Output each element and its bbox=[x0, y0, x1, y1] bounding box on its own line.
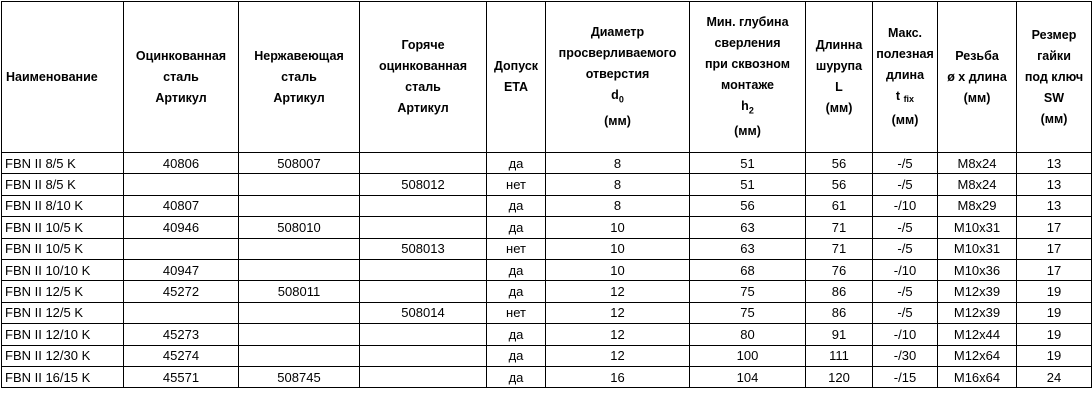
cell-hotdip-article bbox=[360, 217, 487, 238]
cell-usable-length: -/5 bbox=[873, 174, 938, 195]
cell-thread: M8x24 bbox=[938, 153, 1017, 174]
header-row bbox=[2, 2, 1092, 153]
cell-galvanized-article: 40947 bbox=[124, 259, 239, 280]
cell-hole-diameter: 12 bbox=[546, 302, 690, 323]
cell-hotdip-article bbox=[360, 195, 487, 216]
cell-name: FBN II 12/30 K bbox=[2, 345, 124, 366]
cell-galvanized-article: 40946 bbox=[124, 217, 239, 238]
cell-galvanized-article bbox=[124, 302, 239, 323]
cell-eta: да bbox=[487, 345, 546, 366]
cell-screw-length: 56 bbox=[806, 153, 873, 174]
cell-stainless-article bbox=[239, 302, 360, 323]
cell-stainless-article: 508007 bbox=[239, 153, 360, 174]
cell-drill-depth: 80 bbox=[690, 324, 806, 345]
cell-nut-size: 13 bbox=[1017, 174, 1092, 195]
cell-eta: да bbox=[487, 195, 546, 216]
cell-nut-size: 19 bbox=[1017, 345, 1092, 366]
cell-galvanized-article: 45571 bbox=[124, 366, 239, 387]
cell-drill-depth: 75 bbox=[690, 281, 806, 302]
cell-drill-depth: 68 bbox=[690, 259, 806, 280]
cell-eta: да bbox=[487, 281, 546, 302]
table-row bbox=[2, 345, 1092, 366]
cell-nut-size: 17 bbox=[1017, 217, 1092, 238]
cell-thread: M16x64 bbox=[938, 366, 1017, 387]
header-hotdip-article: Горяче оцинкованная сталь Артикул bbox=[360, 2, 487, 153]
cell-name: FBN II 8/5 K bbox=[2, 174, 124, 195]
cell-hole-diameter: 8 bbox=[546, 174, 690, 195]
cell-name: FBN II 12/5 K bbox=[2, 281, 124, 302]
cell-screw-length: 71 bbox=[806, 217, 873, 238]
header-thread: Резьба ø x длина (мм) bbox=[938, 2, 1017, 153]
cell-thread: M10x31 bbox=[938, 238, 1017, 259]
table-row bbox=[2, 302, 1092, 323]
cell-hotdip-article bbox=[360, 153, 487, 174]
table-row bbox=[2, 153, 1092, 174]
cell-nut-size: 17 bbox=[1017, 259, 1092, 280]
cell-drill-depth: 63 bbox=[690, 217, 806, 238]
cell-nut-size: 19 bbox=[1017, 302, 1092, 323]
cell-galvanized-article: 40806 bbox=[124, 153, 239, 174]
cell-galvanized-article bbox=[124, 174, 239, 195]
cell-stainless-article: 508011 bbox=[239, 281, 360, 302]
cell-galvanized-article: 45273 bbox=[124, 324, 239, 345]
cell-screw-length: 76 bbox=[806, 259, 873, 280]
cell-usable-length: -/10 bbox=[873, 195, 938, 216]
header-nut-size: Резмер гайки под ключ SW (мм) bbox=[1017, 2, 1092, 153]
cell-hotdip-article bbox=[360, 259, 487, 280]
cell-hole-diameter: 8 bbox=[546, 153, 690, 174]
header-screw-length: Длинна шурупа L (мм) bbox=[806, 2, 873, 153]
cell-usable-length: -/15 bbox=[873, 366, 938, 387]
cell-hole-diameter: 10 bbox=[546, 259, 690, 280]
header-stainless-article: Нержавеющая сталь Артикул bbox=[239, 2, 360, 153]
cell-name: FBN II 10/5 K bbox=[2, 217, 124, 238]
cell-drill-depth: 56 bbox=[690, 195, 806, 216]
cell-screw-length: 61 bbox=[806, 195, 873, 216]
cell-usable-length: -/5 bbox=[873, 302, 938, 323]
cell-eta: да bbox=[487, 324, 546, 345]
table-row bbox=[2, 324, 1092, 345]
cell-eta: нет bbox=[487, 238, 546, 259]
cell-thread: M10x31 bbox=[938, 217, 1017, 238]
cell-screw-length: 86 bbox=[806, 281, 873, 302]
cell-drill-depth: 104 bbox=[690, 366, 806, 387]
cell-nut-size: 24 bbox=[1017, 366, 1092, 387]
cell-nut-size: 17 bbox=[1017, 238, 1092, 259]
cell-hotdip-article bbox=[360, 366, 487, 387]
cell-hotdip-article: 508014 bbox=[360, 302, 487, 323]
cell-eta: нет bbox=[487, 174, 546, 195]
cell-thread: M12x44 bbox=[938, 324, 1017, 345]
header-hole-diameter: Диаметр просверливаемого отверстия $d_0$ (мм) bbox=[546, 2, 690, 153]
table-body bbox=[2, 153, 1092, 388]
table-row bbox=[2, 281, 1092, 302]
cell-name: FBN II 8/5 K bbox=[2, 153, 124, 174]
table-row bbox=[2, 259, 1092, 280]
cell-screw-length: 91 bbox=[806, 324, 873, 345]
cell-hotdip-article bbox=[360, 345, 487, 366]
table-row bbox=[2, 174, 1092, 195]
table-row bbox=[2, 195, 1092, 216]
cell-stainless-article bbox=[239, 174, 360, 195]
cell-usable-length: -/30 bbox=[873, 345, 938, 366]
cell-screw-length: 71 bbox=[806, 238, 873, 259]
cell-galvanized-article: 45272 bbox=[124, 281, 239, 302]
cell-drill-depth: 63 bbox=[690, 238, 806, 259]
cell-name: FBN II 12/5 K bbox=[2, 302, 124, 323]
cell-stainless-article bbox=[239, 345, 360, 366]
cell-stainless-article: 508010 bbox=[239, 217, 360, 238]
cell-usable-length: -/5 bbox=[873, 217, 938, 238]
cell-galvanized-article: 45274 bbox=[124, 345, 239, 366]
cell-hole-diameter: 12 bbox=[546, 281, 690, 302]
cell-name: FBN II 12/10 K bbox=[2, 324, 124, 345]
cell-usable-length: -/10 bbox=[873, 259, 938, 280]
cell-screw-length: 86 bbox=[806, 302, 873, 323]
cell-eta: да bbox=[487, 217, 546, 238]
cell-thread: M8x24 bbox=[938, 174, 1017, 195]
cell-hole-diameter: 12 bbox=[546, 345, 690, 366]
cell-thread: M8x29 bbox=[938, 195, 1017, 216]
cell-nut-size: 19 bbox=[1017, 324, 1092, 345]
header-galvanized-article: Оцинкованная сталь Артикул bbox=[124, 2, 239, 153]
cell-usable-length: -/5 bbox=[873, 153, 938, 174]
cell-eta: да bbox=[487, 153, 546, 174]
cell-drill-depth: 51 bbox=[690, 174, 806, 195]
cell-nut-size: 13 bbox=[1017, 195, 1092, 216]
cell-screw-length: 111 bbox=[806, 345, 873, 366]
cell-usable-length: -/10 bbox=[873, 324, 938, 345]
cell-hole-diameter: 8 bbox=[546, 195, 690, 216]
cell-hotdip-article: 508012 bbox=[360, 174, 487, 195]
cell-eta: да bbox=[487, 259, 546, 280]
cell-screw-length: 56 bbox=[806, 174, 873, 195]
cell-galvanized-article bbox=[124, 238, 239, 259]
cell-stainless-article bbox=[239, 238, 360, 259]
cell-thread: M12x39 bbox=[938, 302, 1017, 323]
cell-name: FBN II 8/10 K bbox=[2, 195, 124, 216]
cell-stainless-article: 508745 bbox=[239, 366, 360, 387]
header-drill-depth: Мин. глубина сверления при сквозном монтаже $h_2$ (мм) bbox=[690, 2, 806, 153]
cell-eta: нет bbox=[487, 302, 546, 323]
cell-hotdip-article: 508013 bbox=[360, 238, 487, 259]
cell-stainless-article bbox=[239, 195, 360, 216]
cell-usable-length: -/5 bbox=[873, 281, 938, 302]
cell-drill-depth: 75 bbox=[690, 302, 806, 323]
cell-drill-depth: 51 bbox=[690, 153, 806, 174]
cell-hole-diameter: 16 bbox=[546, 366, 690, 387]
cell-name: FBN II 10/5 K bbox=[2, 238, 124, 259]
table-row bbox=[2, 238, 1092, 259]
cell-hotdip-article bbox=[360, 324, 487, 345]
cell-thread: M10x36 bbox=[938, 259, 1017, 280]
product-spec-table bbox=[1, 1, 1092, 388]
cell-hotdip-article bbox=[360, 281, 487, 302]
header-eta-approval: Допуск ETA bbox=[487, 2, 546, 153]
cell-eta: да bbox=[487, 366, 546, 387]
cell-drill-depth: 100 bbox=[690, 345, 806, 366]
cell-stainless-article bbox=[239, 259, 360, 280]
cell-thread: M12x39 bbox=[938, 281, 1017, 302]
cell-name: FBN II 16/15 K bbox=[2, 366, 124, 387]
cell-nut-size: 19 bbox=[1017, 281, 1092, 302]
table-row bbox=[2, 217, 1092, 238]
header-name: Наименование bbox=[2, 2, 124, 153]
cell-hole-diameter: 10 bbox=[546, 217, 690, 238]
cell-thread: M12x64 bbox=[938, 345, 1017, 366]
cell-hole-diameter: 12 bbox=[546, 324, 690, 345]
cell-screw-length: 120 bbox=[806, 366, 873, 387]
cell-stainless-article bbox=[239, 324, 360, 345]
cell-nut-size: 13 bbox=[1017, 153, 1092, 174]
cell-hole-diameter: 10 bbox=[546, 238, 690, 259]
table-row bbox=[2, 366, 1092, 387]
header-usable-length: Макс. полезная длина t fix (мм) bbox=[873, 2, 938, 153]
cell-galvanized-article: 40807 bbox=[124, 195, 239, 216]
cell-name: FBN II 10/10 K bbox=[2, 259, 124, 280]
cell-usable-length: -/5 bbox=[873, 238, 938, 259]
